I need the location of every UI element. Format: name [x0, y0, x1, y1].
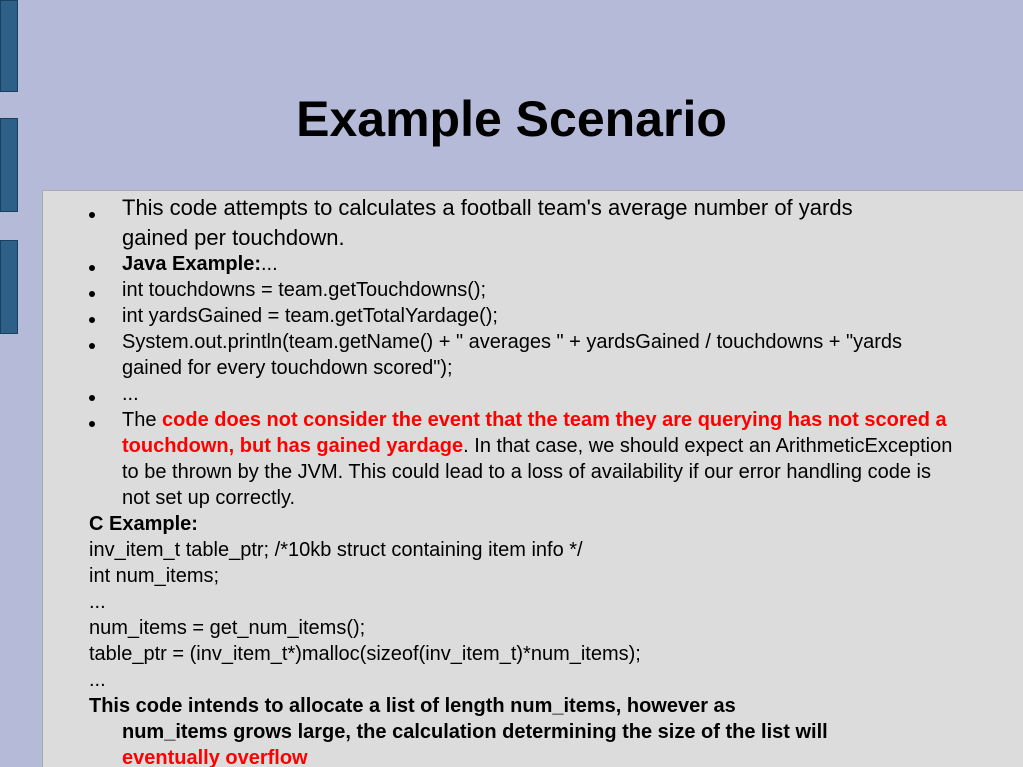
- code-line: table_ptr = (inv_item_t*)malloc(sizeof(inv_item_t)*num_items);: [89, 643, 641, 665]
- side-decoration-bar: [0, 0, 18, 92]
- code-line: num_items = get_num_items();: [89, 617, 366, 639]
- bullet-dot-icon: [89, 421, 95, 427]
- code-line: ...: [89, 669, 106, 691]
- content-panel: This code attempts to calculates a football team's average number of yards gained per touchdown. Java Example:... int touchdowns = team.getTouchdowns(); int yardsGained = team.getTotalYardage(); System.out.println(team.getName() + " averages " + yardsGained / touchdowns + "yards gained for every touchdown scored"); ... The code does not consider the event that the team they are querying has not scored a touchdown, but has gained yardage. In that case, we should expect an ArithmeticException to be thrown by the JVM. This could lead to a loss of availability if our error handling code is not set up correctly. C Example: inv_item_t table_ptr; /*10kb struct containing item info */ int num_items; ... num_items = get_num_items(); table_ptr = (inv_item_t*)malloc(sizeof(inv_item_t)*num_items); ... This code intends to allocate a list of length num_items, however as num_items grows large, the calculation determining the size of the list will eventually overflow: [42, 190, 1023, 767]
- highlighted-warning: code does not consider the event that the team they are querying has not scored a touchdown, but has gained yardage: [122, 409, 947, 457]
- overflow-warning: eventually overflow: [122, 747, 308, 767]
- conclusion-paragraph: This code intends to allocate a list of length num_items, however as num_items grows large, the calculation determining the size of the list will eventually overflow: [89, 693, 959, 767]
- java-example-label: Java Example:: [122, 253, 261, 275]
- slide-title: Example Scenario: [296, 91, 727, 147]
- side-decoration-bar: [0, 240, 18, 334]
- c-example-heading: C Example:: [89, 513, 198, 535]
- ellipsis-line: ...: [122, 383, 139, 405]
- bullet-dot-icon: [89, 343, 95, 349]
- code-line: inv_item_t table_ptr; /*10kb struct containing item info */: [89, 539, 583, 561]
- bullet-dot-icon: [89, 265, 95, 271]
- code-line: int num_items;: [89, 565, 220, 587]
- bullet-dot-icon: [89, 317, 95, 323]
- code-line: System.out.println(team.getName() + " averages " + yardsGained / touchdowns + "yards gained for every touchdown scored");: [122, 331, 902, 379]
- bullet-dot-icon: [89, 291, 95, 297]
- code-line: ...: [89, 591, 106, 613]
- bullet-text: This code attempts to calculates a football team's average number of yards gained per touchdown.: [122, 195, 853, 250]
- code-line: int touchdowns = team.getTouchdowns();: [122, 279, 487, 301]
- code-line: int yardsGained = team.getTotalYardage();: [122, 305, 498, 327]
- bullet-dot-icon: [89, 212, 95, 218]
- bullet-dot-icon: [89, 395, 95, 401]
